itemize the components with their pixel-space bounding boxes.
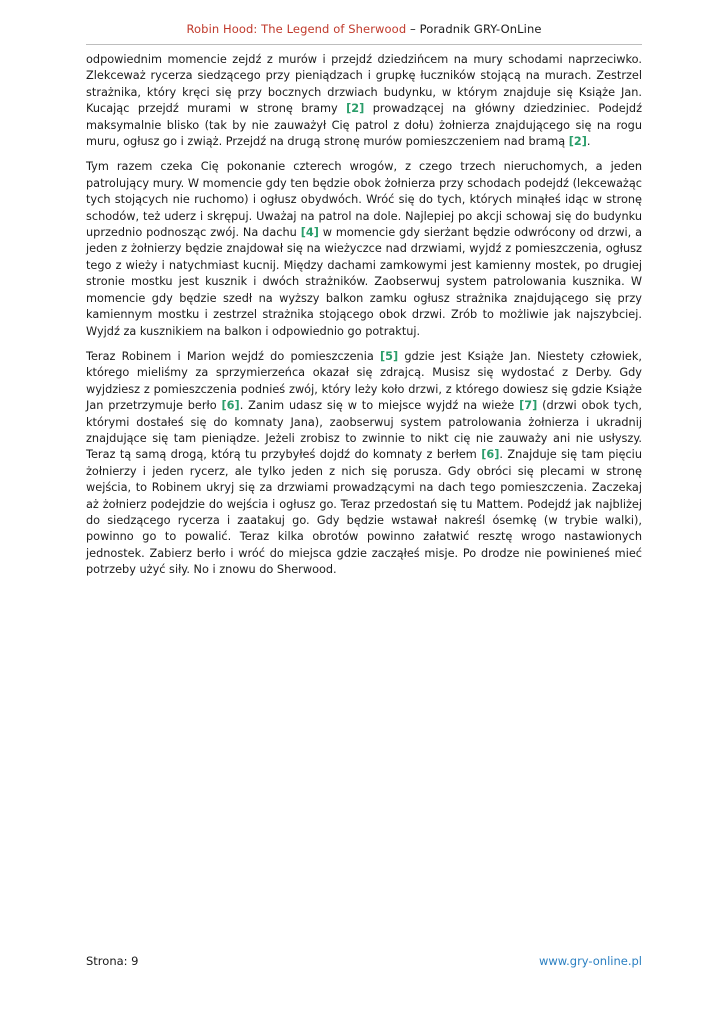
header-site-name: Poradnik GRY-OnLine bbox=[419, 22, 542, 36]
map-marker-reference: [6] bbox=[481, 448, 500, 462]
paragraph-text: prowadzącej na główny dziedziniec. Podejdź maksymalnie blisko (tak by nie zauważył Cię patrol z dołu) żołnierza znajdującego się na rogu muru, ogłusz go i zwiąż. Przejdź na drugą stronę murów pomieszczeniem nad bramą bbox=[86, 102, 643, 149]
map-marker-reference: [7] bbox=[519, 399, 538, 413]
guide-paragraph bbox=[86, 159, 642, 339]
header-separator: – bbox=[406, 22, 420, 36]
guide-paragraph bbox=[86, 349, 642, 579]
header-divider bbox=[86, 44, 642, 45]
map-marker-reference: [4] bbox=[300, 226, 319, 240]
paragraph-text: gdzie jest Książe Jan. Niestety człowiek, którego mieliśmy za sprzymierzeńca okazał się zdrajcą. Musisz się wydostać z Derby. Gdy wyjdziesz z pomieszczenia podnieś zwój, który leży koło drzwi, z którego dowiesz się gdzie Książe Jan przetrzymuje berło bbox=[86, 349, 642, 413]
map-marker-reference: [5] bbox=[379, 349, 399, 363]
map-marker-reference: [6] bbox=[221, 399, 240, 413]
page-header bbox=[0, 22, 728, 36]
paragraph-text: Teraz Robinem i Marion wejdź do pomieszczenia bbox=[86, 349, 380, 363]
paragraph-text: w momencie gdy sierżant będzie odwrócony od drzwi, a jeden z żołnierzy będzie znajdował się na wieżyczce nad drzwiami, wyjdź z pomieszczenia, ogłusz tego z wieży i natychmiast kucnij. Między dachami zamkowymi jest kamienny mostek, po drugiej stronie mostku jest kusznik i dwóch strażników. Zaobserwuj system patrolowania kusznika. W momencie gdy będzie szedł na wyższy balkon zamku ogłusz strażnika znajdującego się przy kamiennym mostku i zestrzel strażnika stojącego obok drzwi. Zrób to możliwie jak najszybciej. Wyjdź za kusznikiem na balkon i odpowiednio go potraktuj. bbox=[86, 226, 643, 338]
map-marker-reference: [2] bbox=[568, 135, 587, 149]
map-marker-reference: [2] bbox=[346, 102, 365, 116]
paragraph-text: . Znajduje się tam pięciu żołnierzy i jeden rycerz, ale tylko jeden z nich się porusza. Gdy obróci się plecami w stronę wejścia, to Robinem ukryj się za drzwiami prowadzącymi na dach tego pomieszczenia. Zaczekaj aż żołnierz podejdzie do wejścia i ogłusz go. Teraz przedostań się tu Mattem. Podejdź jak najbliżej do siedzącego rycerza i zaatakuj go. Gdy będzie wstawał nakreśl ósemkę (w trybie walki), powinno go to powalić. Teraz kilka obrotów powinno załatwić resztę wrogo nastawionych jednostek. Zabierz berło i wróć do miejsca gdzie zacząłeś misje. Po drodze nie powinieneś mieć potrzeby użyć siły. No i znowu do Sherwood. bbox=[86, 448, 642, 577]
paragraph-text: Tym razem czeka Cię pokonanie czterech wrogów, z czego trzech nieruchomych, a jeden patrolujący mury. W momencie gdy ten będzie obok żołnierza przy schodach podejdź (lekceważąc tych stojących nie ruchomo) i ogłusz obydwóch. Wróć się do tych, których minąłeś idąc w stronę schodów, też uderz i skrępuj. Uważaj na patrol na dole. Najlepiej po akcji schowaj się do budynku uprzednio podnosząc zwój. Na dachu bbox=[86, 160, 642, 240]
paragraph-text: . Zanim udasz się w to miejsce wyjdź na wieże bbox=[239, 399, 520, 413]
guide-text-body bbox=[86, 52, 642, 588]
paragraph-text: (drzwi obok tych, którymi dostałeś się do komnaty Jana), zaobserwuj system patrolowania żołnierza i ukradnij znajdujące się tam pieniądze. Jeżeli zrobisz to zwinnie to nikt cię nie zauważy ani nie usłyszy. Teraz tą samą drogą, którą tu przybyłeś dojdź do komnaty z berłem bbox=[86, 399, 642, 462]
header-game-title: Robin Hood: The Legend of Sherwood bbox=[186, 22, 407, 36]
page-number: Strona: 9 bbox=[86, 954, 139, 968]
paragraph-text: . bbox=[586, 135, 591, 149]
paragraph-text: odpowiednim momencie zejdź z murów i przejdź dziedzińcem na mury schodami naprzeciwko. Zlekceważ rycerza siedzącego przy pieniądzach i grupkę łuczników stojącą na murach. Zestrzel strażnika, który kręci się przy bocznych drzwiach budynku, w którym znajduje się Książe Jan. Kucając przejdź murami w stronę bramy bbox=[86, 53, 642, 116]
site-link[interactable]: www.gry-online.pl bbox=[538, 954, 642, 968]
guide-paragraph bbox=[86, 52, 642, 150]
